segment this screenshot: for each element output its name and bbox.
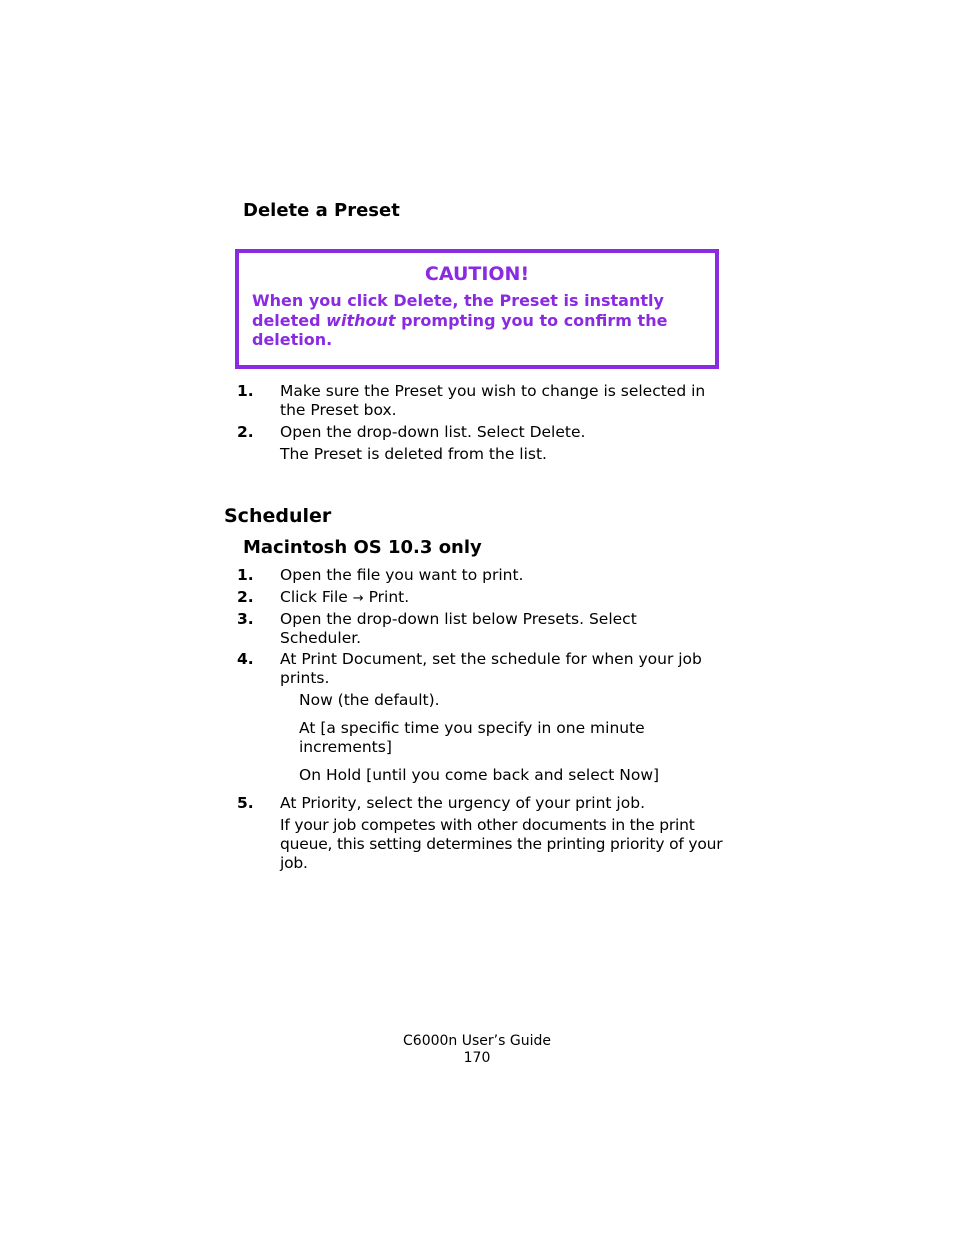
step-number: 2. [237,588,254,606]
footer-guide-title: C6000n User’s Guide [403,1033,551,1049]
step-result: The Preset is deleted from the list. [280,445,547,463]
step-number: 1. [237,382,254,400]
step-text [280,588,730,608]
option-item: Now (the default). [299,691,440,709]
step-number: 5. [237,794,254,812]
section-heading-scheduler: Scheduler [224,505,332,527]
step-text: Open the file you want to print. [280,566,524,584]
step-text: Open the drop-down list. Select Delete. [280,423,586,441]
caution-emphasis: without [326,310,396,330]
step-text: At Print Document, set the schedule for when your job prints. [280,650,702,687]
option-item: At [a specific time you specify in one minute increments] [299,719,645,756]
step-text: At Priority, select the urgency of your print job. [280,794,645,812]
caution-box [235,249,719,369]
caution-text-before: When you click Delete, the Preset is instantly deleted [252,291,664,330]
caution-title: CAUTION! [424,263,530,285]
page-number: 170 [463,1050,491,1066]
step-text-after: Print. [363,588,410,606]
section-heading-delete-preset: Delete a Preset [243,200,400,221]
caution-text [252,291,692,350]
step-note: If your job competes with other documents in the print queue, this setting determines the printing priority of your job. [280,816,723,872]
subheading-macintosh: Macintosh OS 10.3 only [243,537,482,558]
step-number: 3. [237,610,254,628]
step-text: Make sure the Preset you wish to change is selected in the Preset box. [280,382,706,419]
arrow-right-icon: → [352,591,364,606]
step-number: 2. [237,423,254,441]
step-text: Open the drop-down list below Presets. Select Scheduler. [280,610,637,647]
caution-text-after: prompting you to confirm the deletion. [252,310,668,349]
step-text-before: Click File [280,588,353,606]
option-item: On Hold [until you come back and select Now] [299,766,660,784]
step-number: 1. [237,566,254,584]
step-number: 4. [237,650,254,668]
